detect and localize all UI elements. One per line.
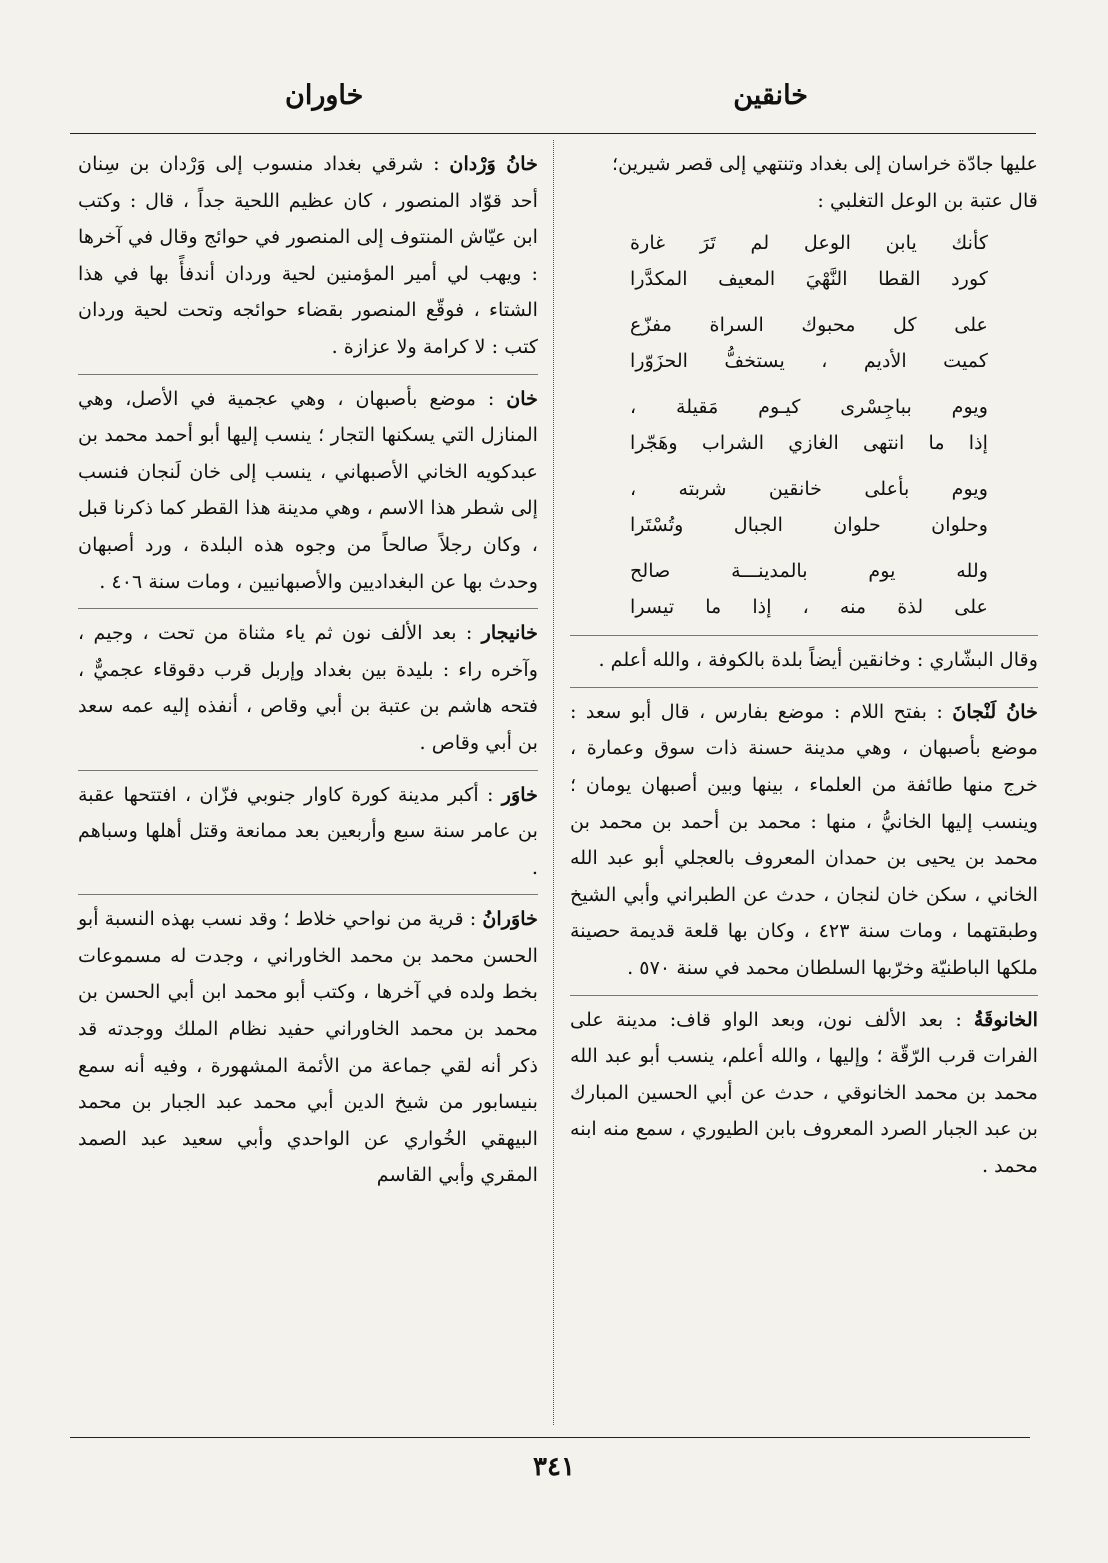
entry-khawaran <box>78 894 538 1194</box>
entry-text: : قرية من نواحي خلاط ؛ وقد نسب بهذه النسبة أبو الحسن محمد بن محمد الخاوراني ، وجدت له مسموعات بخط ولده في آخرها ، وكتب أبو محمد ابن أبي الحسن بن محمد بن محمد الخاوراني حفيد نظام الملك ووجدته قد ذكر أنه لقي جماعة من الأئمة المشهورة ، وفيه أنه سمع بنيسابور من شيخ الدين أبي محمد عبد الجبار بن محمد البيهقي الخُواري عن الواحدي وأبي سعيد عبد الصمد المقري وأبي القاسم <box>78 907 538 1187</box>
headword: خانيجار <box>481 621 538 645</box>
column-divider <box>553 140 554 1425</box>
entry-khanijar <box>78 608 538 761</box>
headword: الخانوقَةُ <box>973 1007 1038 1031</box>
headword: خاوَرانُ <box>482 907 538 931</box>
headword: خان <box>506 386 538 410</box>
hemistich-1: كأنك يابن الوعل لم تَرَ غارة <box>630 231 988 255</box>
entry-text: : بعد الألف نون، وبعد الواو قاف: مدينة على الفرات قرب الرّقّة ؛ وإليها ، والله أعلم، ينسب أبو عبد الله محمد بن محمد الخانوقي ، حدث عن أبي الحسين المبارك بن عبد الجبار الصرد المعروف بابن الطيوري ، سمع منه ابنه محمد . <box>570 1007 1038 1177</box>
entry-text: : موضع بأصبهان ، وهي عجمية في الأصل، وهي المنازل التي يسكنها التجار ؛ ينسب إليها أبو أحمد محمد بن عبدكويه الخاني الأصبهاني ، ينسب إلى خان لَنجان فنسب إلى شطر هذا الاسم ، وهي مدينة هذا القطر كما ذكرنا قبل ، وكان رجلاً صالحاً من وجوه هذه البلدة ، ورد أصبهان وحدث بها عن البغداديين والأصبهانيين ، ومات سنة ٤٠٦ . <box>78 386 538 593</box>
intro-line: قال عتبة بن الوعل التغلبي : <box>817 188 1038 212</box>
running-header-right: خانقين <box>733 80 808 111</box>
entry-text: : بفتح اللام : موضع بفارس ، قال أبو سعد : موضع بأصبهان ، وهي مدينة حسنة ذات سوق وعمارة ، خرج منها طائفة من العلماء ، بينها وبين أصبهان يومان ؛ وينسب إليها الخانيُّ ، منها : محمد بن أحمد بن محمد بن محمد بن يحيى بن حمدان المعروف بالعجلي أبو عبد الله الخاني ، سكن خان لنجان ، حدث عن الطبراني وأبي الشيخ وطبقتهما ، ومات سنة ٤٢٣ ، وكان بها قلعة قديمة حصينة ملكها الباطنيّة وخرّبها السلطان محمد في سنة ٥٧٠ . <box>570 699 1038 979</box>
entry-text: : أكبر مدينة كورة كاوار جنوبي فزّان ، افتتحها عقبة بن عامر سنة سبع وأربعين بعد ممانعة وقتل أهلها وسباهم . <box>78 782 538 879</box>
footer-rule <box>70 1437 1030 1438</box>
verse <box>570 389 1038 461</box>
header-rule <box>70 133 1036 134</box>
right-column <box>570 146 1038 1185</box>
verse <box>570 307 1038 379</box>
hemistich-1: ولله يوم بالمدينـــة صالح <box>630 559 988 583</box>
intro-line: عليها جادّة خراسان إلى بغداد وتنتهي إلى قصر شيرين؛ <box>612 152 1038 175</box>
page-number: ٣٤١ <box>533 1452 575 1482</box>
verse <box>570 553 1038 625</box>
hemistich-2: على لذة منه ، إذا ما تيسرا <box>630 595 988 619</box>
headword: خانُ لَنْجانَ <box>952 699 1038 723</box>
hemistich-2: وحلوان حلوان الجبال وتُسْتَرا <box>630 513 988 537</box>
headword: خاوَر <box>501 782 538 806</box>
entry-text: : بعد الألف نون ثم ياء مثناة من تحت ، وجيم ، وآخره راء : بليدة بين بغداد وإربل قرب دقوقاء عجميٌّ ، فتحه هاشم بن عتبة بن أبي وقاص ، أنفذه إليه عمه سعد بن أبي وقاص . <box>78 621 538 754</box>
closing-paragraph: وقال البشّاري : وخانقين أيضاً بلدة بالكوفة ، والله أعلم . <box>570 635 1038 679</box>
hemistich-1: ويوم بباجِسْرى كيـوم مَقيلة ، <box>630 395 988 419</box>
entry-khanuqa <box>570 995 1038 1185</box>
entry-khan-wardan <box>78 146 538 366</box>
verse <box>570 225 1038 297</box>
hemistich-1: على كل محبوك السراة مفزّع <box>630 313 988 337</box>
headword: خانُ وَرْدان <box>449 152 538 175</box>
hemistich-2: كورد القطا النَّهْيَ المعيف المكدَّرا <box>630 267 988 291</box>
hemistich-2: كميت الأديم ، يستخفُّ الحزَوّرا <box>630 349 988 373</box>
entry-khan-lanjan <box>570 687 1038 987</box>
entry-text: : شرقي بغداد منسوب إلى وَرْدان بن سِنان أحد قوّاد المنصور ، كان عظيم اللحية جداً ، قال : وكتب ابن عيّاش المنتوف إلى المنصور في حوائج وقال في آخرها : ويهب لي أمير المؤمنين لحية وردان أندفأً بها في هذا الشتاء ، فوقّع المنصور بقضاء حوائجه وتحت لحية وردان كتب : لا كرامة ولا عزازة . <box>78 152 538 358</box>
entry-khan <box>78 374 538 601</box>
entry-khawar <box>78 770 538 887</box>
verse <box>570 471 1038 543</box>
hemistich-2: إذا ما انتهى الغازي الشراب وهَجّرا <box>630 431 988 455</box>
hemistich-1: ويوم بأعلى خانقين شربته ، <box>630 477 988 501</box>
running-header-left: خاوران <box>285 80 364 111</box>
left-column <box>78 146 538 1194</box>
